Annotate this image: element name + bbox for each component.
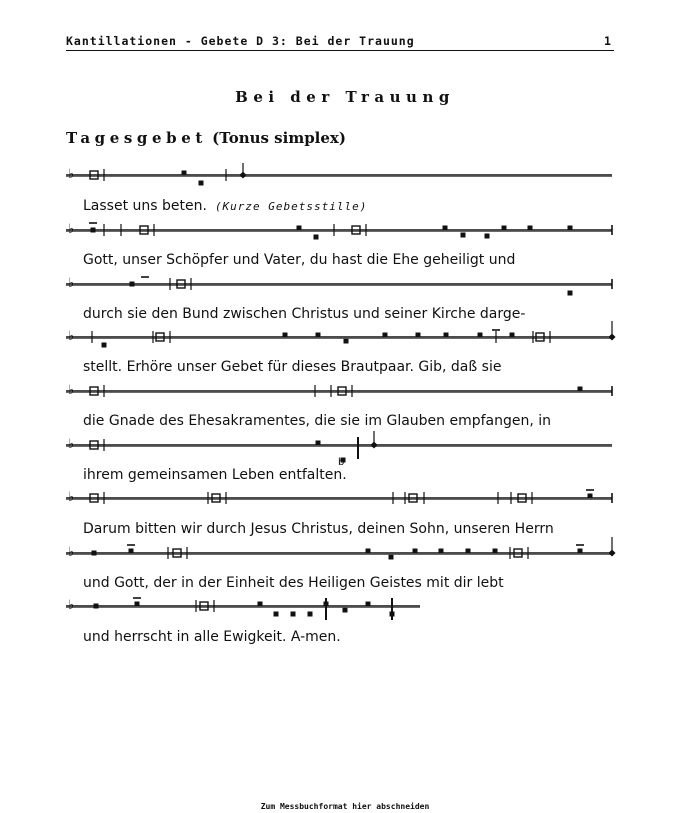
chant-note: [478, 333, 483, 338]
chant-note: [130, 282, 135, 287]
chant-note: [314, 235, 319, 240]
chant-note: [92, 551, 97, 556]
rubric-text: (Kurze Gebetsstille): [214, 200, 368, 213]
lyric-line-3: durch sie den Bund zwischen Christus und seiner Kirche darge-: [83, 306, 526, 322]
chant-note: [258, 602, 263, 607]
flat-clef-icon: ♭: [68, 329, 75, 344]
section-heading-main: Tagesgebet: [66, 129, 207, 147]
chant-note: [568, 226, 573, 231]
chant-note: [510, 333, 515, 338]
section-heading-sub: (Tonus simplex): [212, 129, 346, 147]
flat-clef-icon: ♭: [68, 545, 75, 560]
flat-clef-icon: ♭: [68, 383, 75, 398]
lyric-line-9: und herrscht in alle Ewigkeit. A-men.: [83, 629, 341, 645]
chant-note: [308, 612, 313, 617]
chant-note: [466, 549, 471, 554]
lyric-line-1-text: Lasset uns beten.: [83, 198, 207, 214]
chant-note: [502, 226, 507, 231]
chant-note: [444, 333, 449, 338]
accidental-b-label: b: [338, 457, 345, 468]
flat-clef-icon: ♭: [68, 598, 75, 613]
lyric-line-2: Gott, unser Schöpfer und Vater, du hast die Ehe geheiligt und: [83, 252, 516, 268]
lyric-line-1: [83, 198, 367, 214]
chant-note: [283, 333, 288, 338]
chant-note: [94, 604, 99, 609]
chant-note: [274, 612, 279, 617]
chant-note: [439, 549, 444, 554]
chant-note: [199, 181, 204, 186]
final-note: [608, 549, 615, 556]
final-note: [370, 441, 377, 448]
chant-note: [578, 549, 583, 554]
lyric-line-8: und Gott, der in der Einheit des Heiligen Geistes mit dir lebt: [83, 575, 504, 591]
footer-note: Zum Messbuchformat hier abschneiden: [260, 802, 430, 811]
chant-note: [461, 233, 466, 238]
chant-note: [102, 343, 107, 348]
final-note: [239, 171, 246, 178]
chant-note: [389, 555, 394, 560]
chant-note: [390, 612, 395, 617]
chant-note: [528, 226, 533, 231]
chant-note: [91, 228, 96, 233]
flat-clef-icon: ♭: [68, 437, 75, 452]
chant-note: [343, 608, 348, 613]
chant-note: [493, 549, 498, 554]
chant-note: [291, 612, 296, 617]
chant-note: [366, 602, 371, 607]
chant-note: [135, 602, 140, 607]
page-number: 1: [604, 34, 611, 48]
chant-note: [182, 171, 187, 176]
lyric-line-7: Darum bitten wir durch Jesus Christus, deinen Sohn, unseren Herrn: [83, 521, 554, 537]
chant-note: [366, 549, 371, 554]
lyric-line-4: stellt. Erhöre unser Gebet für dieses Brautpaar. Gib, daß sie: [83, 359, 502, 375]
chant-note: [413, 549, 418, 554]
chant-note: [443, 226, 448, 231]
running-title: Kantillationen - Gebete D 3: Bei der Trauung: [66, 34, 415, 48]
chant-note: [485, 234, 490, 239]
chant-note: [578, 387, 583, 392]
final-note: [608, 333, 615, 340]
flat-clef-icon: ♭: [68, 222, 75, 237]
chant-note: [383, 333, 388, 338]
chant-note: [344, 339, 349, 344]
flat-clef-icon: ♭: [68, 276, 75, 291]
chant-note: [588, 494, 593, 499]
chant-note: [316, 333, 321, 338]
page-title: Bei der Trauung: [235, 88, 455, 106]
chant-note: [316, 441, 321, 446]
lyric-line-5: die Gnade des Ehesakramentes, die sie im Glauben empfangen, in: [83, 413, 552, 429]
chant-note: [297, 226, 302, 231]
chant-note: [416, 333, 421, 338]
lyric-line-6: ihrem gemeinsamen Leben entfalten.: [83, 467, 347, 483]
flat-clef-icon: ♭: [68, 490, 75, 505]
flat-clef-icon: ♭: [68, 167, 75, 182]
chant-note: [568, 291, 573, 296]
chant-note: [129, 549, 134, 554]
chant-note: [324, 602, 329, 607]
